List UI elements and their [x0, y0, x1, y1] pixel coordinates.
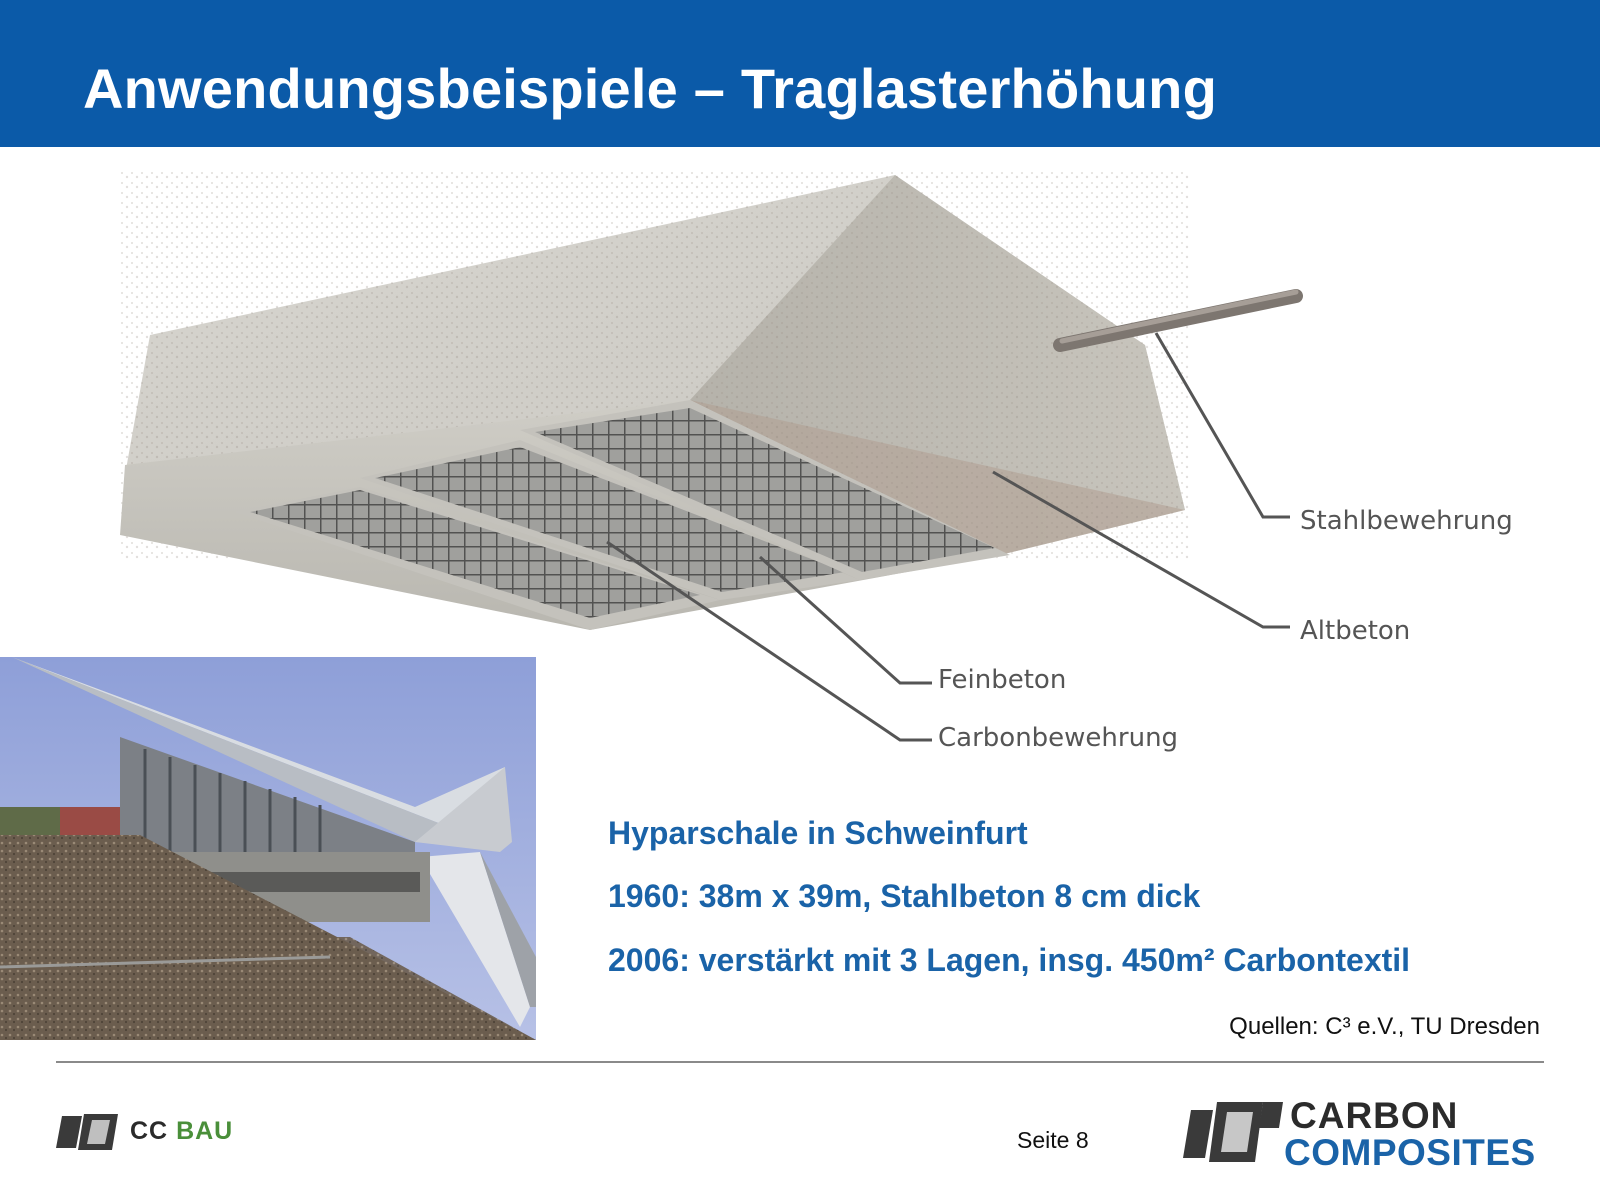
cc-bau-part2: BAU: [176, 1117, 234, 1145]
brand-wordmark-line2: COMPOSITES: [1284, 1132, 1536, 1173]
label-carbonbewehrung: Carbonbewehrung: [938, 723, 1179, 753]
label-feinbeton: Feinbeton: [938, 665, 1067, 695]
cc-bau-wordmark: [130, 1117, 233, 1146]
info-line-2: 1960: 38m x 39m, Stahlbeton 8 cm dick: [608, 878, 1201, 914]
info-line-1: Hyparschale in Schweinfurt: [608, 815, 1028, 851]
footer-divider: [56, 1061, 1544, 1063]
page-title: Anwendungsbeispiele – Traglasterhöhung: [83, 57, 1217, 120]
label-altbeton: Altbeton: [1300, 616, 1411, 646]
hypar-shell-photo: [0, 657, 536, 1040]
header-bar: [0, 0, 1600, 147]
sources-note: Quellen: C³ e.V., TU Dresden: [1229, 1013, 1540, 1040]
brand-wordmark-line1: CARBON: [1290, 1095, 1459, 1136]
label-stahlbewehrung: Stahlbewehrung: [1300, 506, 1513, 536]
info-line-3: 2006: verstärkt mit 3 Lagen, insg. 450m² Carbontextil: [608, 942, 1411, 978]
carbon-composites-logo-icon: [1183, 1098, 1283, 1164]
cc-bau-part1: CC: [130, 1117, 177, 1145]
page-number: Seite 8: [1017, 1127, 1089, 1153]
